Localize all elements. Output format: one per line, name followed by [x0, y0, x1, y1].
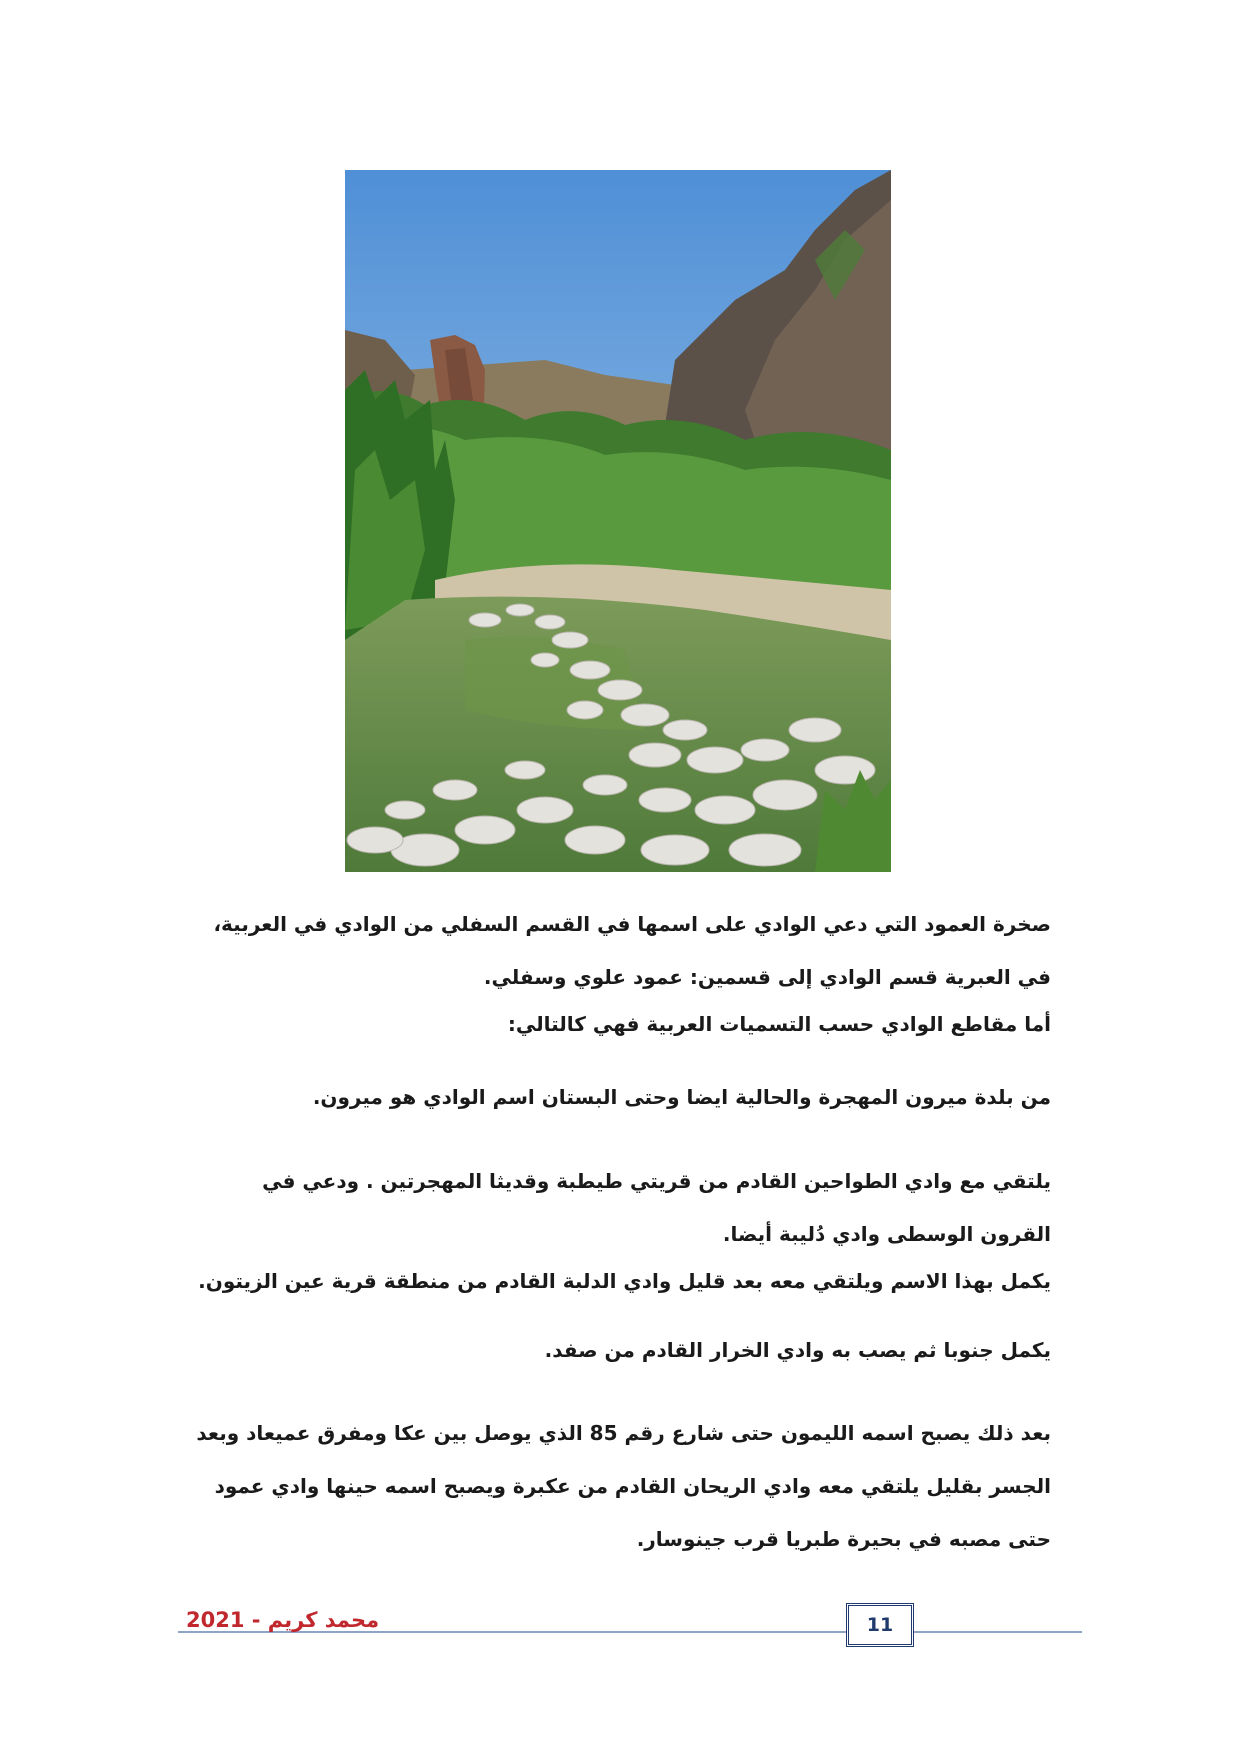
paragraph-7: بعد ذلك يصبح اسمه الليمون حتى شارع رقم 85 الذي يوصل بين عكا ومفرق عميعاد وبعد الجسر بقليل يلتقي معه وادي الريحان القادم من عكبرة ويصبح اسمه حينها وادي عمود حتى مصبه في بحيرة طبريا قرب جينوسار.: [196, 1421, 1051, 1551]
footer-author: محمد كريم - 2021: [186, 1608, 380, 1632]
paragraph-2: أما مقاطع الوادي حسب التسميات العربية فهي كالتالي:: [507, 1012, 1051, 1036]
page-number: 11: [846, 1603, 914, 1647]
paragraph-1: صخرة العمود التي دعي الوادي على اسمها في القسم السفلي من الوادي في العربية، في العبرية قسم الوادي إلى قسمين: عمود علوي وسفلي.: [213, 912, 1051, 989]
paragraph-6: يكمل جنوبا ثم يصب به وادي الخرار القادم من صفد.: [544, 1338, 1051, 1362]
paragraph-5: يكمل بهذا الاسم ويلتقي معه بعد قليل وادي الدلبة القادم من منطقة قرية عين الزيتون.: [198, 1269, 1051, 1293]
paragraph-3: من بلدة ميرون المهجرة والحالية ايضا وحتى البستان اسم الوادي هو ميرون.: [312, 1085, 1051, 1109]
valley-photo: [345, 170, 891, 872]
paragraph-4: يلتقي مع وادي الطواحين القادم من قريتي طيطبة وقديثا المهجرتين . ودعي في القرون الوسطى وادي دُليبة أيضا.: [262, 1169, 1051, 1246]
